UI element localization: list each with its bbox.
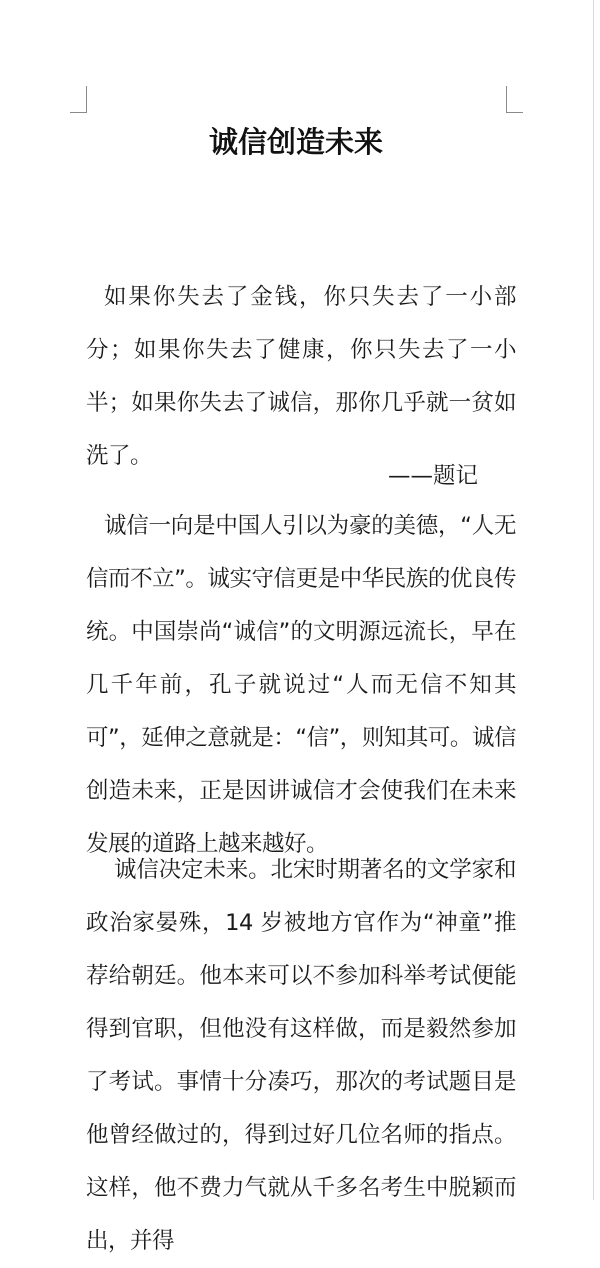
crop-mark-top-right bbox=[506, 86, 523, 113]
page-edge bbox=[593, 0, 594, 1200]
body-paragraph-2: 诚信决定未来。北宋时期著名的文学家和政治家晏殊，14 岁被地方官作为“神童”推荐给朝廷。他本来可以不参加科举考试便能得到官职，但他没有这样做，而是毅然参加了考试。事情十分凑巧，那次的考试题目是他曾经做过的，得到过好几位名师的指点。这样，他不费力气就从千多名考生中脱颖而出，并得 bbox=[86, 857, 516, 1254]
body-paragraph-1: 诚信一向是中国人引以为豪的美德，“人无信而不立”。诚实守信更是中华民族的优良传统。中国崇尚“诚信”的文明源远流长，早在几千年前，孔子就说过“人而无信不知其可”，延伸之意就是：“信”，则知其可。诚信创造未来，正是因讲诚信才会使我们在未来发展的道路上越来越好。 bbox=[86, 513, 516, 857]
epigraph-paragraph: 如果你失去了金钱，你只失去了一小部分；如果你失去了健康，你只失去了一小半；如果你失去了诚信，那你几乎就一贫如洗了。 bbox=[86, 284, 516, 469]
epigraph-attribution: ——题记 bbox=[387, 463, 478, 489]
crop-mark-top-left bbox=[70, 86, 87, 113]
document-title: 诚信创造未来 bbox=[208, 125, 383, 159]
